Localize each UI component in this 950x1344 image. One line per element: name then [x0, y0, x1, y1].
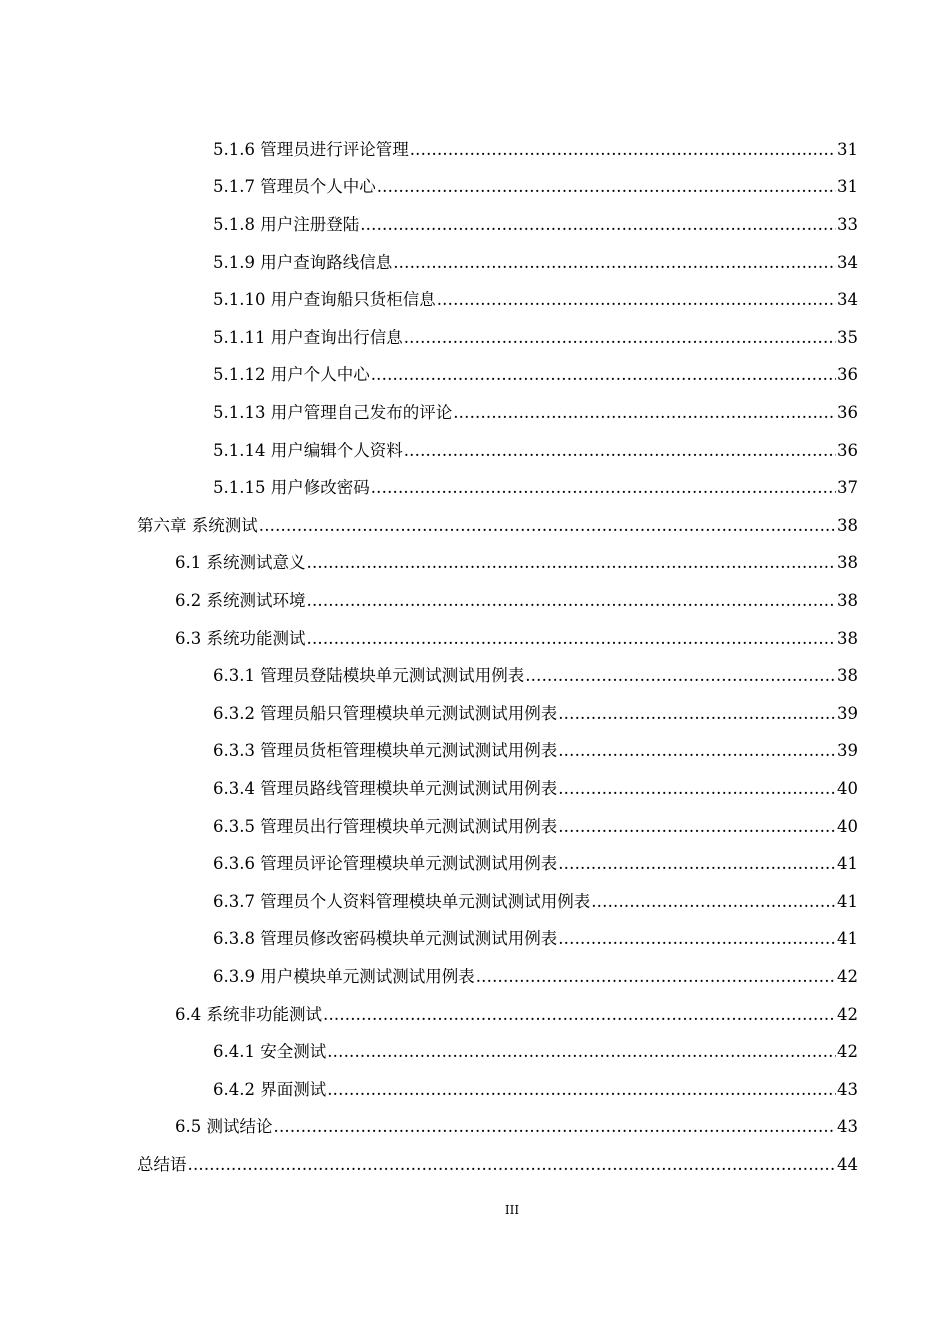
toc-entry[interactable]	[175, 996, 858, 1034]
toc-dot-leader	[558, 854, 836, 874]
toc-entry-title: 6.3 系统功能测试	[175, 628, 306, 648]
toc-entry[interactable]	[213, 921, 858, 959]
toc-entry-page-number: 36	[837, 365, 858, 385]
toc-dot-leader	[558, 929, 836, 949]
toc-dot-leader	[307, 629, 837, 649]
toc-dot-leader	[274, 1117, 837, 1137]
toc-entry[interactable]	[213, 657, 858, 695]
toc-entry[interactable]	[213, 469, 858, 507]
toc-entry-page-number: 31	[837, 139, 858, 159]
toc-entry[interactable]	[213, 244, 858, 282]
toc-entry-title: 5.1.14 用户编辑个人资料	[213, 440, 403, 460]
toc-dot-leader	[476, 967, 836, 987]
toc-dot-leader	[558, 779, 836, 799]
toc-entry[interactable]	[213, 357, 858, 395]
toc-dot-leader	[525, 666, 836, 686]
toc-entry[interactable]	[213, 883, 858, 921]
toc-entry[interactable]	[137, 1146, 858, 1184]
toc-entry-page-number: 39	[837, 703, 858, 723]
toc-entry-title: 5.1.10 用户查询船只货柜信息	[213, 290, 436, 310]
toc-entry[interactable]	[213, 733, 858, 771]
toc-entry-title: 6.5 测试结论	[175, 1117, 273, 1137]
toc-dot-leader	[307, 591, 837, 611]
toc-dot-leader	[404, 328, 836, 348]
toc-dot-leader	[371, 365, 836, 385]
toc-dot-leader	[591, 892, 836, 912]
toc-entry[interactable]	[213, 394, 858, 432]
toc-entry-title: 6.1 系统测试意义	[175, 553, 306, 573]
toc-dot-leader	[410, 140, 836, 160]
toc-dot-leader	[371, 478, 836, 498]
toc-dot-leader	[558, 817, 836, 837]
toc-entry-title: 6.3.7 管理员个人资料管理模块单元测试测试用例表	[213, 891, 591, 911]
toc-entry-title: 6.4 系统非功能测试	[175, 1004, 322, 1024]
toc-entry[interactable]	[213, 169, 858, 207]
toc-entry-page-number: 41	[837, 929, 858, 949]
toc-entry-title: 6.4.1 安全测试	[213, 1042, 327, 1062]
toc-entry-page-number: 42	[837, 1042, 858, 1062]
toc-entry-title: 6.3.2 管理员船只管理模块单元测试测试用例表	[213, 703, 558, 723]
toc-entry-title: 第六章 系统测试	[137, 515, 258, 535]
toc-entry-title: 总结语	[137, 1154, 187, 1174]
toc-entry-title: 5.1.7 管理员个人中心	[213, 177, 376, 197]
toc-entry-title: 5.1.6 管理员进行评论管理	[213, 139, 409, 159]
toc-entry[interactable]	[213, 319, 858, 357]
toc-entry-page-number: 37	[837, 478, 858, 498]
toc-entry[interactable]	[175, 620, 858, 658]
toc-dot-leader	[404, 441, 836, 461]
toc-entry-title: 5.1.11 用户查询出行信息	[213, 327, 403, 347]
toc-dot-leader	[188, 1155, 837, 1175]
toc-entry[interactable]	[213, 432, 858, 470]
toc-entry[interactable]	[213, 808, 858, 846]
toc-dot-leader	[327, 1042, 836, 1062]
toc-dot-leader	[323, 1005, 836, 1025]
toc-entry-title: 6.3.8 管理员修改密码模块单元测试测试用例表	[213, 929, 558, 949]
toc-entry-title: 6.2 系统测试环境	[175, 590, 306, 610]
toc-dot-leader	[307, 553, 837, 573]
toc-entry-page-number: 34	[837, 252, 858, 272]
toc-entry-page-number: 41	[837, 891, 858, 911]
toc-entry-title: 5.1.9 用户查询路线信息	[213, 252, 393, 272]
toc-entry[interactable]	[213, 695, 858, 733]
toc-entry-page-number: 38	[837, 515, 858, 535]
toc-entry-page-number: 40	[837, 816, 858, 836]
toc-entry[interactable]	[213, 958, 858, 996]
toc-entry-page-number: 36	[837, 402, 858, 422]
toc-entry-title: 6.3.4 管理员路线管理模块单元测试测试用例表	[213, 778, 558, 798]
toc-entry[interactable]	[213, 770, 858, 808]
toc-entry-title: 6.3.6 管理员评论管理模块单元测试测试用例表	[213, 854, 558, 874]
toc-entry-title: 6.4.2 界面测试	[213, 1079, 327, 1099]
toc-entry-title: 5.1.12 用户个人中心	[213, 365, 370, 385]
toc-entry-title: 5.1.8 用户注册登陆	[213, 214, 360, 234]
toc-entry-title: 6.3.1 管理员登陆模块单元测试测试用例表	[213, 666, 525, 686]
toc-entry-title: 6.3.3 管理员货柜管理模块单元测试测试用例表	[213, 741, 558, 761]
toc-entry[interactable]	[175, 545, 858, 583]
toc-entry-title: 6.3.9 用户模块单元测试测试用例表	[213, 966, 475, 986]
toc-entry-page-number: 39	[837, 741, 858, 761]
toc-entry-title: 6.3.5 管理员出行管理模块单元测试测试用例表	[213, 816, 558, 836]
toc-entry-page-number: 38	[837, 666, 858, 686]
toc-dot-leader	[327, 1080, 836, 1100]
toc-entry[interactable]	[213, 845, 858, 883]
toc-entry-page-number: 38	[837, 590, 858, 610]
toc-entry-title: 5.1.15 用户修改密码	[213, 478, 370, 498]
toc-entry-page-number: 35	[837, 327, 858, 347]
toc-entry-page-number: 41	[837, 854, 858, 874]
toc-entry[interactable]	[175, 1109, 858, 1147]
toc-entry-page-number: 42	[837, 1004, 858, 1024]
toc-dot-leader	[393, 253, 836, 273]
toc-entry-page-number: 31	[837, 177, 858, 197]
toc-dot-leader	[377, 177, 836, 197]
toc-entry-page-number: 36	[837, 440, 858, 460]
toc-entry-page-number: 38	[837, 628, 858, 648]
toc-entry[interactable]	[213, 131, 858, 169]
toc-entry-page-number: 38	[837, 553, 858, 573]
toc-entry-title: 5.1.13 用户管理自己发布的评论	[213, 402, 453, 422]
toc-entry-page-number: 40	[837, 778, 858, 798]
toc-dot-leader	[558, 704, 836, 724]
toc-dot-leader	[453, 403, 836, 423]
toc-entry[interactable]	[137, 507, 858, 545]
toc-entry[interactable]	[213, 1071, 858, 1109]
toc-entry[interactable]	[213, 206, 858, 244]
toc-entry[interactable]	[175, 582, 858, 620]
toc-entry-page-number: 43	[837, 1079, 858, 1099]
toc-entry-page-number: 44	[837, 1154, 858, 1174]
toc-entry[interactable]	[213, 1033, 858, 1071]
toc-entry-page-number: 33	[837, 214, 858, 234]
toc-entry-page-number: 42	[837, 966, 858, 986]
toc-entry-page-number: 34	[837, 290, 858, 310]
toc-entry[interactable]	[213, 281, 858, 319]
toc-dot-leader	[259, 516, 836, 536]
toc-dot-leader	[360, 215, 836, 235]
page-number-footer: III	[504, 1203, 520, 1217]
toc-entry-page-number: 43	[837, 1117, 858, 1137]
toc-dot-leader	[558, 741, 836, 761]
toc-dot-leader	[437, 290, 836, 310]
